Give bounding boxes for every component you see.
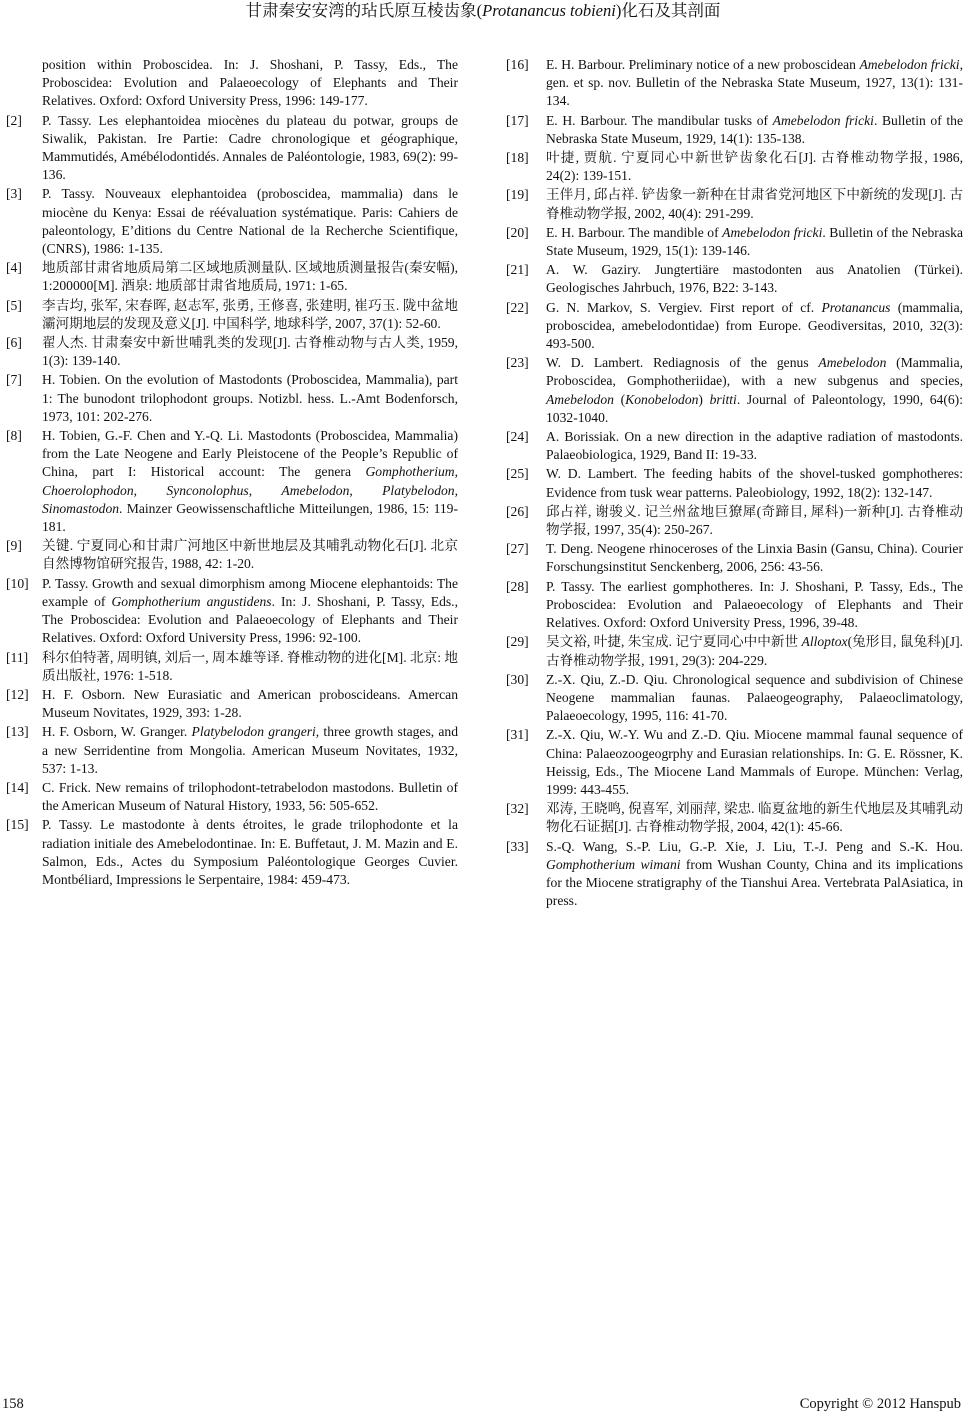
reference-number: [14] [6, 779, 29, 795]
references-left-column [6, 56, 458, 890]
reference-text [42, 427, 458, 536]
header-species: Protanancus tobieni [482, 1, 616, 20]
reference-segment: P. Tassy. Les elephantoidea miocènes du plateau du potwar, groups de Siwalik, Pakistan. Ire Partie: Cadre chronologique et géographique, Mammutidés, Amébélodontidés. Annales de Paléontologie, 1983, 69(2): 99-136. [42, 112, 458, 183]
reference-text [546, 56, 963, 111]
reference-text [42, 649, 458, 685]
reference-item [6, 575, 458, 648]
reference-segment: W. D. Lambert. Rediagnosis of the genus [546, 355, 819, 371]
reference-text [546, 503, 963, 539]
reference-segment: position within Proboscidea. In: J. Shoshani, P. Tassy, Eds., The Proboscidea: Evolution and Palaeoecology of Elephants and Their Relatives. Oxford: Oxford University Press, 1996: 149-177. [42, 57, 458, 109]
reference-item [6, 537, 458, 573]
reference-item [506, 149, 963, 185]
reference-segment: G. N. Markov, S. Vergiev. First report of cf. [546, 299, 822, 315]
reference-item [506, 112, 963, 148]
header-text-end: )化石及其剖面 [615, 1, 721, 20]
reference-segment: 邓涛, 王晓鸣, 倪喜军, 刘丽萍, 梁忠. 临夏盆地的新生代地层及其哺乳动物化石证据[J]. 古脊椎动物学报, 2004, 42(1): 45-66. [546, 801, 963, 835]
reference-number: [4] [6, 260, 22, 276]
reference-segment: 王伴月, 邱占祥. 铲齿象一新种在甘肃省党河地区下中新统的发现[J]. 古脊椎动物学报, 2002, 40(4): 291-299. [546, 187, 963, 221]
reference-item [506, 299, 963, 354]
reference-number: [10] [6, 575, 29, 591]
reference-text [546, 540, 963, 576]
reference-segment: P. Tassy. Le mastodonte à dents étroites, le grade trilophodonte et la radiation initiale des Amebelodontinae. In: E. Buffetaut, J. M. Mazin and E. Salmon, Eds., Actes du Symposium Paléontologique Georges Cuvier. Montbéliard, Impressions le Serpentaire, 1984: 459-473. [42, 817, 458, 887]
reference-item [506, 800, 963, 836]
reference-text [546, 186, 963, 222]
reference-number: [22] [506, 299, 529, 315]
reference-segment: . Bulletin of the Nebraska State Museum, 1929, 15(1): 139-146. [546, 224, 963, 259]
reference-segment: from Wushan County, China and its implications for the Miocene stratigraphy of the Tianshui Area. Vertebrata PalAsiatica, in press. [546, 856, 963, 909]
reference-number: [18] [506, 150, 529, 166]
taxon-name: Protanancus [821, 299, 891, 315]
taxon-name: britti [709, 391, 737, 407]
reference-segment: , gen. et sp. nov. Bulletin of the Nebraska State Museum, 1927, 13(1): 131-134. [546, 57, 963, 109]
reference-item [506, 671, 963, 726]
reference-number: [20] [506, 224, 529, 240]
copyright: Copyright © 2012 Hanspub [799, 1396, 961, 1412]
reference-segment: A. W. Gaziry. Jungtertiäre mastodonten aus Anatolien (Türkei). Geologisches Jahrbuch, 1976, B22: 3-143. [546, 262, 963, 296]
reference-number: [9] [6, 538, 22, 554]
reference-item [6, 185, 458, 258]
reference-item [6, 779, 458, 815]
reference-segment: , [248, 482, 282, 498]
reference-text [42, 56, 458, 111]
reference-segment: E. H. Barbour. Preliminary notice of a new proboscidean [546, 57, 860, 72]
reference-number: [12] [6, 686, 29, 702]
reference-segment: E. H. Barbour. The mandible of [546, 224, 723, 240]
reference-segment: (Mammalia, Proboscidea, Gomphotheriidae), with a new subgenus and species, [546, 355, 963, 389]
reference-item [6, 816, 458, 889]
reference-text [546, 726, 963, 799]
reference-number: [19] [506, 187, 529, 203]
reference-number: [15] [6, 817, 29, 833]
reference-segment: (mammalia, proboscidea, amebelodontidae) from Europe. Geodiversitas, 2010, 32(3): 493-500. [546, 299, 964, 352]
reference-segment: , [133, 482, 167, 498]
reference-item [506, 540, 963, 576]
reference-number: [33] [506, 838, 529, 854]
reference-item [506, 726, 963, 799]
reference-number: [7] [6, 372, 22, 388]
reference-item [6, 686, 458, 722]
reference-item [506, 838, 963, 911]
reference-segment: A. Borissiak. On a new direction in the adaptive radiation of mastodonts. Palaeobiologica, 1929, Band II: 19-33. [546, 429, 963, 463]
reference-segment: . Journal of Paleontology, 1990, 64(6): 1032-1040. [546, 391, 963, 425]
reference-segment: S.-Q. Wang, S.-P. Liu, G.-P. Xie, J. Liu, T.-J. Peng and S.-K. Hou. [546, 838, 963, 854]
taxon-name: Amebelodon [818, 355, 887, 371]
reference-segment: W. D. Lambert. The feeding habits of the shovel-tusked gomphotheres: Evidence from tusk wear patterns. Paleobiology, 1992, 18(2): 132-147. [546, 466, 963, 500]
reference-number: [17] [506, 112, 529, 128]
reference-number: [25] [506, 466, 529, 482]
reference-item [506, 428, 963, 464]
reference-segment: H. Tobien. On the evolution of Mastodonts (Proboscidea, Mammalia), part 1: The bunodont trilophodont groups. Notizbl. hess. L.-Amt Bodenforsch, 1973, 101: 202-276. [42, 372, 458, 424]
reference-segment: , [454, 482, 458, 498]
reference-text [42, 185, 458, 258]
reference-segment: C. Frick. New remains of trilophodont-tetrabelodon mastodons. Bulletin of the American Museum of Natural History, 1933, 56: 505-652. [42, 779, 458, 814]
reference-segment: ( [613, 391, 626, 407]
reference-segment: 吴文裕, 叶捷, 朱宝成. 记宁夏同心中中新世 [546, 634, 802, 650]
reference-number: [6] [6, 335, 22, 351]
reference-segment: 关键. 宁夏同心和甘肃广河地区中新世地层及其哺乳动物化石[J]. 北京自然博物馆研究报告, 1988, 42: 1-20. [42, 538, 458, 572]
reference-number [6, 56, 42, 111]
reference-text [42, 259, 458, 295]
reference-segment: (兔形目, 鼠兔科)[J]. 古脊椎动物学报, 1991, 29(3): 204-229. [546, 634, 963, 668]
reference-item [506, 354, 963, 427]
taxon-name: Platybelodon grangeri [191, 724, 316, 740]
reference-number: [24] [506, 429, 529, 445]
header-text: 甘肃秦安安湾的玷氏原互棱齿象( [245, 1, 483, 20]
reference-text [546, 299, 963, 354]
reference-text [42, 371, 458, 426]
reference-text [546, 112, 963, 148]
running-header [0, 0, 966, 22]
reference-segment: , [349, 482, 383, 498]
taxon-name: Gomphotherium [365, 464, 455, 480]
reference-item [6, 371, 458, 426]
reference-text [42, 575, 458, 648]
reference-segment: 叶捷, 贾航. 宁夏同心中新世铲齿象化石[J]. 古脊椎动物学报, 1986, 24(2): 139-151. [546, 150, 963, 184]
taxon-name: Gomphotherium wimani [546, 856, 681, 872]
reference-segment: . In: J. Shoshani, P. Tassy, Eds., The Proboscidea: Evolution and Palaeoecology of Elephants and Their Relatives. Oxford: Oxford University Press, 1996: 92-100. [42, 593, 458, 646]
reference-number: [32] [506, 801, 529, 817]
reference-item [6, 297, 458, 333]
reference-number: [3] [6, 186, 22, 202]
taxon-name: Choerolophodon [42, 482, 134, 498]
reference-segment: 邱占祥, 谢骏义. 记兰州盆地巨獠犀(奇蹄目, 犀科)一新种[J]. 古脊椎动物学报, 1997, 35(4): 250-267. [546, 503, 963, 538]
reference-item [6, 334, 458, 370]
reference-text [546, 428, 963, 464]
page-number: 158 [2, 1396, 24, 1412]
reference-segment: . Mainzer Geowissenschaftliche Mitteilungen, 1986, 15: 119-181. [42, 500, 458, 535]
taxon-name: Sinomastodon [42, 500, 120, 516]
reference-segment: H. Tobien, G.-F. Chen and Y.-Q. Li. Mastodonts (Proboscidea, Mammalia) from the Late Neogene and Early Pleistocene of the People’s Republic of China, part I: Historical account: The genera [42, 428, 458, 480]
reference-text [546, 261, 963, 297]
reference-text [546, 838, 963, 911]
reference-segment: E. H. Barbour. The mandibular tusks of [546, 112, 773, 128]
reference-item [506, 261, 963, 297]
reference-text [42, 816, 458, 889]
reference-item [506, 503, 963, 539]
reference-number: [8] [6, 428, 22, 444]
reference-text [546, 800, 963, 836]
reference-item [6, 723, 458, 778]
reference-item [6, 259, 458, 295]
reference-item [6, 427, 458, 536]
reference-item [6, 112, 458, 185]
reference-number: [21] [506, 262, 529, 278]
reference-item [506, 56, 963, 111]
reference-item [506, 224, 963, 260]
reference-item [506, 633, 963, 669]
reference-item [506, 186, 963, 222]
reference-text [546, 633, 963, 669]
reference-segment: Z.-X. Qiu, Z.-D. Qiu. Chronological sequence and subdivision of Chinese Neogene mammalian faunas. Palaeogeography, Palaeoclimatology, Palaeoecology, 1995, 116: 41-70. [546, 671, 963, 724]
taxon-name: Gomphotherium angustidens [111, 593, 272, 609]
reference-number: [2] [6, 112, 22, 128]
reference-segment: 地质部甘肃省地质局第二区域地质测量队. 区域地质测量报告(秦安幅), 1:200000[M]. 酒泉: 地质部甘肃省地质局, 1971: 1-65. [42, 260, 458, 294]
reference-item [6, 56, 458, 111]
taxon-name: Amebelodon [546, 391, 614, 407]
reference-segment: , [454, 464, 458, 480]
reference-text [42, 334, 458, 370]
reference-segment: . Bulletin of the Nebraska State Museum, 1929, 14(1): 135-138. [546, 112, 963, 146]
reference-segment: P. Tassy. Nouveaux elephantoidea (proboscidea, mammalia) dans le miocène du Kenya: Essai de réévaluation systématique. Paris: Cahiers de paleontology, E’ditions du Centre National de la Recherche Scientifique, (CNRS), 1986: 1-135. [42, 186, 458, 257]
reference-text [42, 779, 458, 815]
reference-segment: Z.-X. Qiu, W.-Y. Wu and Z.-D. Qiu. Miocene mammal faunal sequence of China: Palaeozoogeogrphy and Eurasian relationships. In: G. E. Rössner, K. Heissig, Eds., The Miocene Land Mammals of Europe. München: Verlag, 1999: 443-455. [546, 727, 963, 797]
taxon-name: Alloptox [801, 634, 848, 650]
reference-segment: 科尔伯特著, 周明镇, 刘后一, 周本雄等译. 脊椎动物的进化[M]. 北京: 地质出版社, 1976: 1-518. [42, 649, 458, 683]
reference-segment: T. Deng. Neogene rhinoceroses of the Linxia Basin (Gansu, China). Courier Forschungsinstitut Senckenberg, 2006, 256: 43-56. [546, 541, 963, 575]
reference-text [546, 354, 963, 427]
reference-item [506, 578, 963, 633]
reference-number: [29] [506, 634, 529, 650]
reference-text [546, 465, 963, 501]
reference-number: [28] [506, 578, 529, 594]
reference-text [42, 723, 458, 778]
taxon-name: Amebelodon fricki [772, 112, 874, 128]
reference-text [42, 297, 458, 333]
reference-segment: 李吉均, 张军, 宋春晖, 赵志军, 张勇, 王修喜, 张建明, 崔巧玉. 陇中盆地灞河期地层的发现及意义[J]. 中国科学, 地球科学, 2007, 37(1): 52-60. [42, 297, 458, 331]
reference-number: [26] [506, 503, 529, 519]
reference-number: [16] [506, 57, 529, 72]
reference-text [42, 537, 458, 573]
reference-number: [27] [506, 541, 529, 557]
taxon-name: Amebelodon fricki [722, 224, 823, 240]
reference-segment: ) [698, 391, 710, 407]
reference-item [6, 649, 458, 685]
reference-segment: P. Tassy. The earliest gomphotheres. In: J. Shoshani, P. Tassy, Eds., The Proboscidea: Evolution and Palaeoecology of Elephants and Their Relatives. Oxford: Oxford University Press, 1996, 39-48. [546, 578, 963, 631]
taxon-name: Amebelodon [281, 482, 350, 498]
taxon-name: Amebelodon fricki [859, 57, 960, 72]
reference-segment: P. Tassy. Growth and sexual dimorphism among Miocene elephantoids: The example of [42, 575, 458, 609]
reference-number: [13] [6, 724, 29, 740]
reference-segment: H. F. Osborn, W. Granger. [42, 724, 192, 740]
reference-number: [23] [506, 355, 529, 371]
reference-number: [5] [6, 297, 22, 313]
reference-number: [31] [506, 727, 529, 743]
reference-text [546, 149, 963, 185]
reference-text [546, 671, 963, 726]
taxon-name: Synconolophus [166, 482, 249, 498]
reference-item [506, 465, 963, 501]
reference-segment: 翟人杰. 甘肃秦安中新世哺乳类的发现[J]. 古脊椎动物与古人类, 1959, 1(3): 139-140. [42, 335, 458, 369]
reference-text [42, 112, 458, 185]
reference-segment: H. F. Osborn. New Eurasiatic and American proboscideans. Amercan Museum Novitates, 1929, 393: 1-28. [42, 686, 458, 721]
references-right-column [506, 56, 963, 911]
reference-segment: , three growth stages, and a new Serridentine from Mongolia. American Museum Novitates, 1932, 537: 1-13. [42, 724, 458, 776]
taxon-name: Konobelodon [625, 391, 699, 407]
reference-text [546, 578, 963, 633]
reference-number: [11] [6, 649, 29, 665]
reference-number: [30] [506, 671, 529, 687]
reference-text [42, 686, 458, 722]
reference-text [546, 224, 963, 260]
taxon-name: Platybelodon [382, 482, 455, 498]
